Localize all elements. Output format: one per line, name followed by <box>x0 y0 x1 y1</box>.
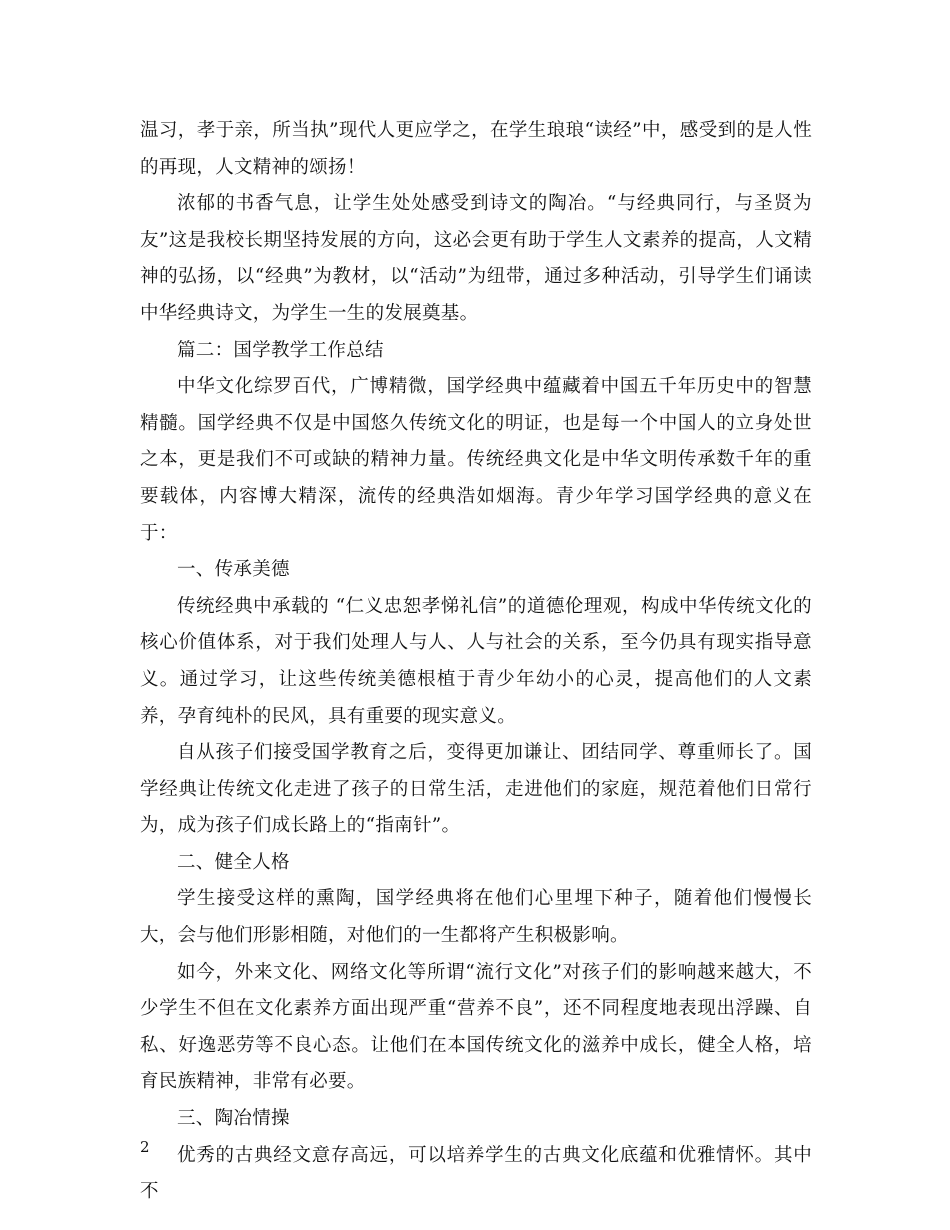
paragraph-children-change: 自从孩子们接受国学教育之后，变得更加谦让、团结同学、尊重师长了。国学经典让传统文化走进了孩子的日常生活，走进他们的家庭，规范着他们日常行为，成为孩子们成长路上的“指南针”。 <box>140 742 812 837</box>
heading-cultivate-sentiment: 三、陶冶情操 <box>177 1108 290 1130</box>
heading-inherit-virtue: 一、传承美德 <box>177 559 290 581</box>
heading-sound-personality: 二、健全人格 <box>177 851 290 873</box>
paragraph-classical-texts: 优秀的古典经文意存高远，可以培养学生的古典文化底蕴和优雅情怀。其中不 <box>140 1144 812 1203</box>
paragraph-influence: 学生接受这样的熏陶，国学经典将在他们心里埋下种子，随着他们慢慢长大，会与他们形影相随，对他们的一生都将产生积极影响。 <box>140 888 812 947</box>
page-number: 2 <box>140 1138 150 1156</box>
paragraph-popular-culture: 如今，外来文化、网络文化等所谓“流行文化”对孩子们的影响越来越大，不少学生不但在文化素养方面出现严重“营养不良”，还不同程度地表现出浮躁、自私、好逸恶劳等不良心态。让他们在本国传统文化的滋养中成长，健全人格，培育民族精神，非常有必要。 <box>140 961 812 1093</box>
paragraph-chinese-culture: 中华文化综罗百代，广博精微，国学经典中蕴藏着中国五千年历史中的智慧精髓。国学经典不仅是中国悠久传统文化的明证，也是每一个中国人的立身处世之本，更是我们不可或缺的精神力量。传统经典文化是中华文明传承数千年的重要载体，内容博大精深，流传的经典浩如烟海。青少年学习国学经典的意义在于： <box>140 376 812 544</box>
section-heading-part-two: 篇二：国学教学工作总结 <box>177 339 384 361</box>
paragraph-traditional-ethics: 传统经典中承载的 “仁义忠恕孝悌礼信”的道德伦理观，构成中华传统文化的核心价值体系，对于我们处理人与人、人与社会的关系，至今仍具有现实指导意义。通过学习，让这些传统美德根植于青少年幼小的心灵，提高他们的人文素养，孕育纯朴的民风，具有重要的现实意义。 <box>140 595 812 727</box>
body-text <box>140 113 812 1211</box>
paragraph-book-fragrance: 浓郁的书香气息，让学生处处感受到诗文的陶冶。“与经典同行，与圣贤为友”这是我校长期坚持发展的方向，这必会更有助于学生人文素养的提高，人文精神的弘扬，以“经典”为教材，以“活动”为纽带，通过多种活动，引导学生们诵读中华经典诗文，为学生一生的发展奠基。 <box>140 193 812 324</box>
paragraph-continuation: 温习，孝于亲，所当执”现代人更应学之，在学生琅琅“读经”中，感受到的是人性的再现，人文精神的颂扬！ <box>140 120 812 178</box>
